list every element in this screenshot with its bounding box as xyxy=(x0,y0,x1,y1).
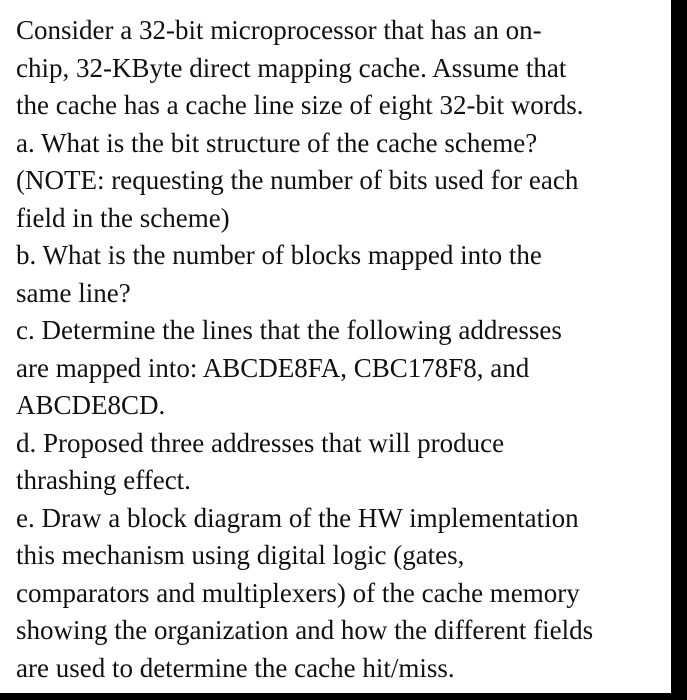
question-text xyxy=(16,12,668,687)
text-line: same line? xyxy=(16,277,131,308)
text-line: are used to determine the cache hit/miss. xyxy=(16,652,455,683)
text-line: showing the organization and how the different fields xyxy=(16,615,594,645)
text-line: a. What is the bit structure of the cache scheme? xyxy=(16,127,538,158)
text-line: (NOTE: requesting the number of bits used for each xyxy=(16,165,579,195)
text-line: e. Draw a block diagram of the HW implementation xyxy=(16,502,579,533)
text-line: this mechanism using digital logic (gates, xyxy=(16,540,465,570)
text-line: comparators and multiplexers) of the cache memory xyxy=(16,577,580,608)
text-line: the cache has a cache line size of eight 32-bit words. xyxy=(16,90,584,120)
text-line: field in the scheme) xyxy=(16,202,230,233)
text-line: c. Determine the lines that the following addresses xyxy=(16,315,562,345)
text-line: ABCDE8CD. xyxy=(16,390,166,420)
text-line: chip, 32-KByte direct mapping cache. Assume that xyxy=(16,52,567,83)
text-line: are mapped into: ABCDE8FA, CBC178F8, and xyxy=(16,352,530,383)
text-line: Consider a 32-bit microprocessor that has an on- xyxy=(16,15,542,45)
text-line: d. Proposed three addresses that will produce xyxy=(16,427,505,458)
text-line: thrashing effect. xyxy=(16,465,191,495)
text-line: b. What is the number of blocks mapped into the xyxy=(16,240,542,270)
